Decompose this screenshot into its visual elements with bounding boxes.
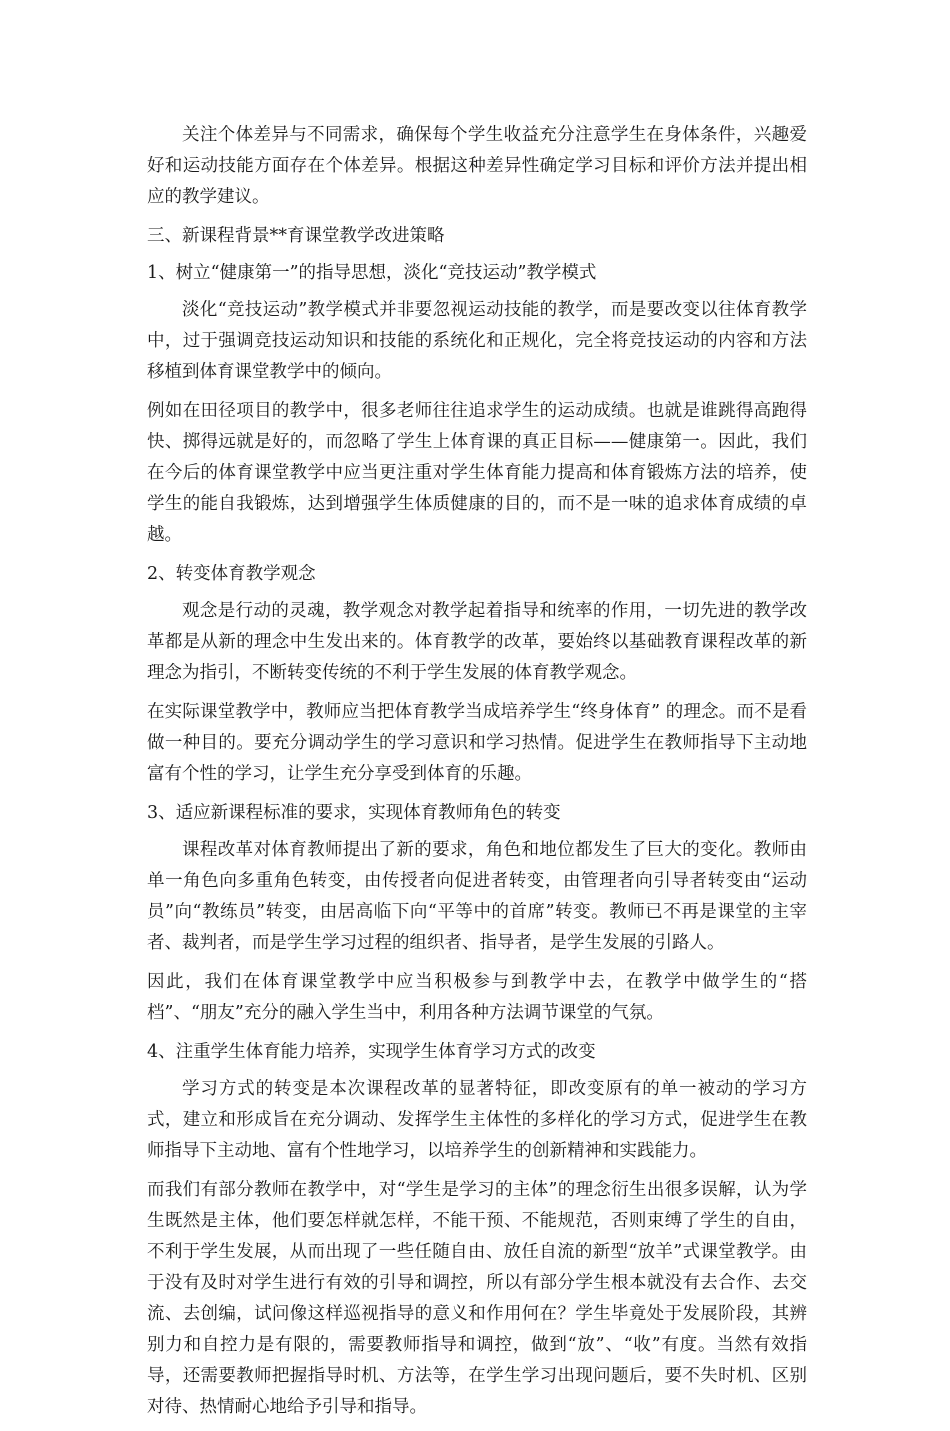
subheading-teacher-role: 3、适应新课程标准的要求，实现体育教师角色的转变: [147, 803, 561, 823]
paragraph-lifelong-sports: 在实际课堂教学中，教师应当把体育教学当成培养学生“终身体育” 的理念。而不是看做一种目的。要充分调动学生的学习意识和学习热情。促进学生在教师指导下主动地富有个性的学习，让学生充分享受到体育的乐趣。: [147, 702, 807, 784]
paragraph-competitive-sports-model: 淡化“竞技运动”教学模式并非要忽视运动技能的教学，而是要改变以往体育教学中，过于强调竞技运动知识和技能的系统化和正规化，完全将竞技运动的内容和方法移植到体育课堂教学中的倾向。: [147, 300, 807, 382]
subheading-health-first: 1、树立“健康第一”的指导思想，淡化“竞技运动”教学模式: [147, 263, 597, 283]
subheading-learning-style: 4、注重学生体育能力培养，实现学生体育学习方式的改变: [147, 1042, 596, 1062]
paragraph-individual-differences: 关注个体差异与不同需求，确保每个学生收益充分注意学生在身体条件，兴趣爱好和运动技能方面存在个体差异。根据这种差异性确定学习目标和评价方法并提出相应的教学建议。: [147, 125, 807, 207]
document-body: [147, 120, 807, 1431]
paragraph-track-field-example: 例如在田径项目的教学中，很多老师往往追求学生的运动成绩。也就是谁跳得高跑得快、掷得远就是好的，而忽略了学生上体育课的真正目标——健康第一。因此，我们在今后的体育课堂教学中应当更注重对学生体育能力提高和体育锻炼方法的培养，使学生的能自我锻炼，达到增强学生体质健康的目的，而不是一味的追求体育成绩的卓越。: [147, 401, 807, 545]
paragraph-learning-style-change: 学习方式的转变是本次课程改革的显著特征，即改变原有的单一被动的学习方式，建立和形成旨在充分调动、发挥学生主体性的多样化的学习方式，促进学生在教师指导下主动地、富有个性地学习，以培养学生的创新精神和实践能力。: [147, 1079, 807, 1161]
subheading-teaching-concept: 2、转变体育教学观念: [147, 564, 316, 584]
paragraph-concept-soul: 观念是行动的灵魂，教学观念对教学起着指导和统率的作用，一切先进的教学改革都是从新的理念中生发出来的。体育教学的改革，要始终以基础教育课程改革的新理念为指引，不断转变传统的不利于学生发展的体育教学观念。: [147, 601, 807, 683]
paragraph-partner-friend: 因此，我们在体育课堂教学中应当积极参与到教学中去，在教学中做学生的“搭档”、“朋友”充分的融入学生当中，利用各种方法调节课堂的气氛。: [147, 972, 807, 1023]
section-heading-strategies: 三、新课程背景**育课堂教学改进策略: [147, 226, 445, 246]
paragraph-student-subject-misunderstanding: 而我们有部分教师在教学中，对“学生是学习的主体”的理念衍生出很多误解，认为学生既然是主体，他们要怎样就怎样，不能干预、不能规范，否则束缚了学生的自由，不利于学生发展，从而出现了一些任随自由、放任自流的新型“放羊”式课堂教学。由于没有及时对学生进行有效的引导和调控，所以有部分学生根本就没有去合作、去交流、去创编，试问像这样巡视指导的意义和作用何在？学生毕竟处于发展阶段，其辨别力和自控力是有限的，需要教师指导和调控，做到“放”、“收”有度。当然有效指导，还需要教师把握指导时机、方法等，在学生学习出现问题后，要不失时机、区别对待、热情耐心地给予引导和指导。: [147, 1180, 807, 1417]
paragraph-role-change: 课程改革对体育教师提出了新的要求，角色和地位都发生了巨大的变化。教师由单一角色向多重角色转变，由传授者向促进者转变，由管理者向引导者转变由“运动员”向“教练员”转变，由居高临下向“平等中的首席”转变。教师已不再是课堂的主宰者、裁判者，而是学生学习过程的组织者、指导者，是学生发展的引路人。: [147, 840, 807, 953]
